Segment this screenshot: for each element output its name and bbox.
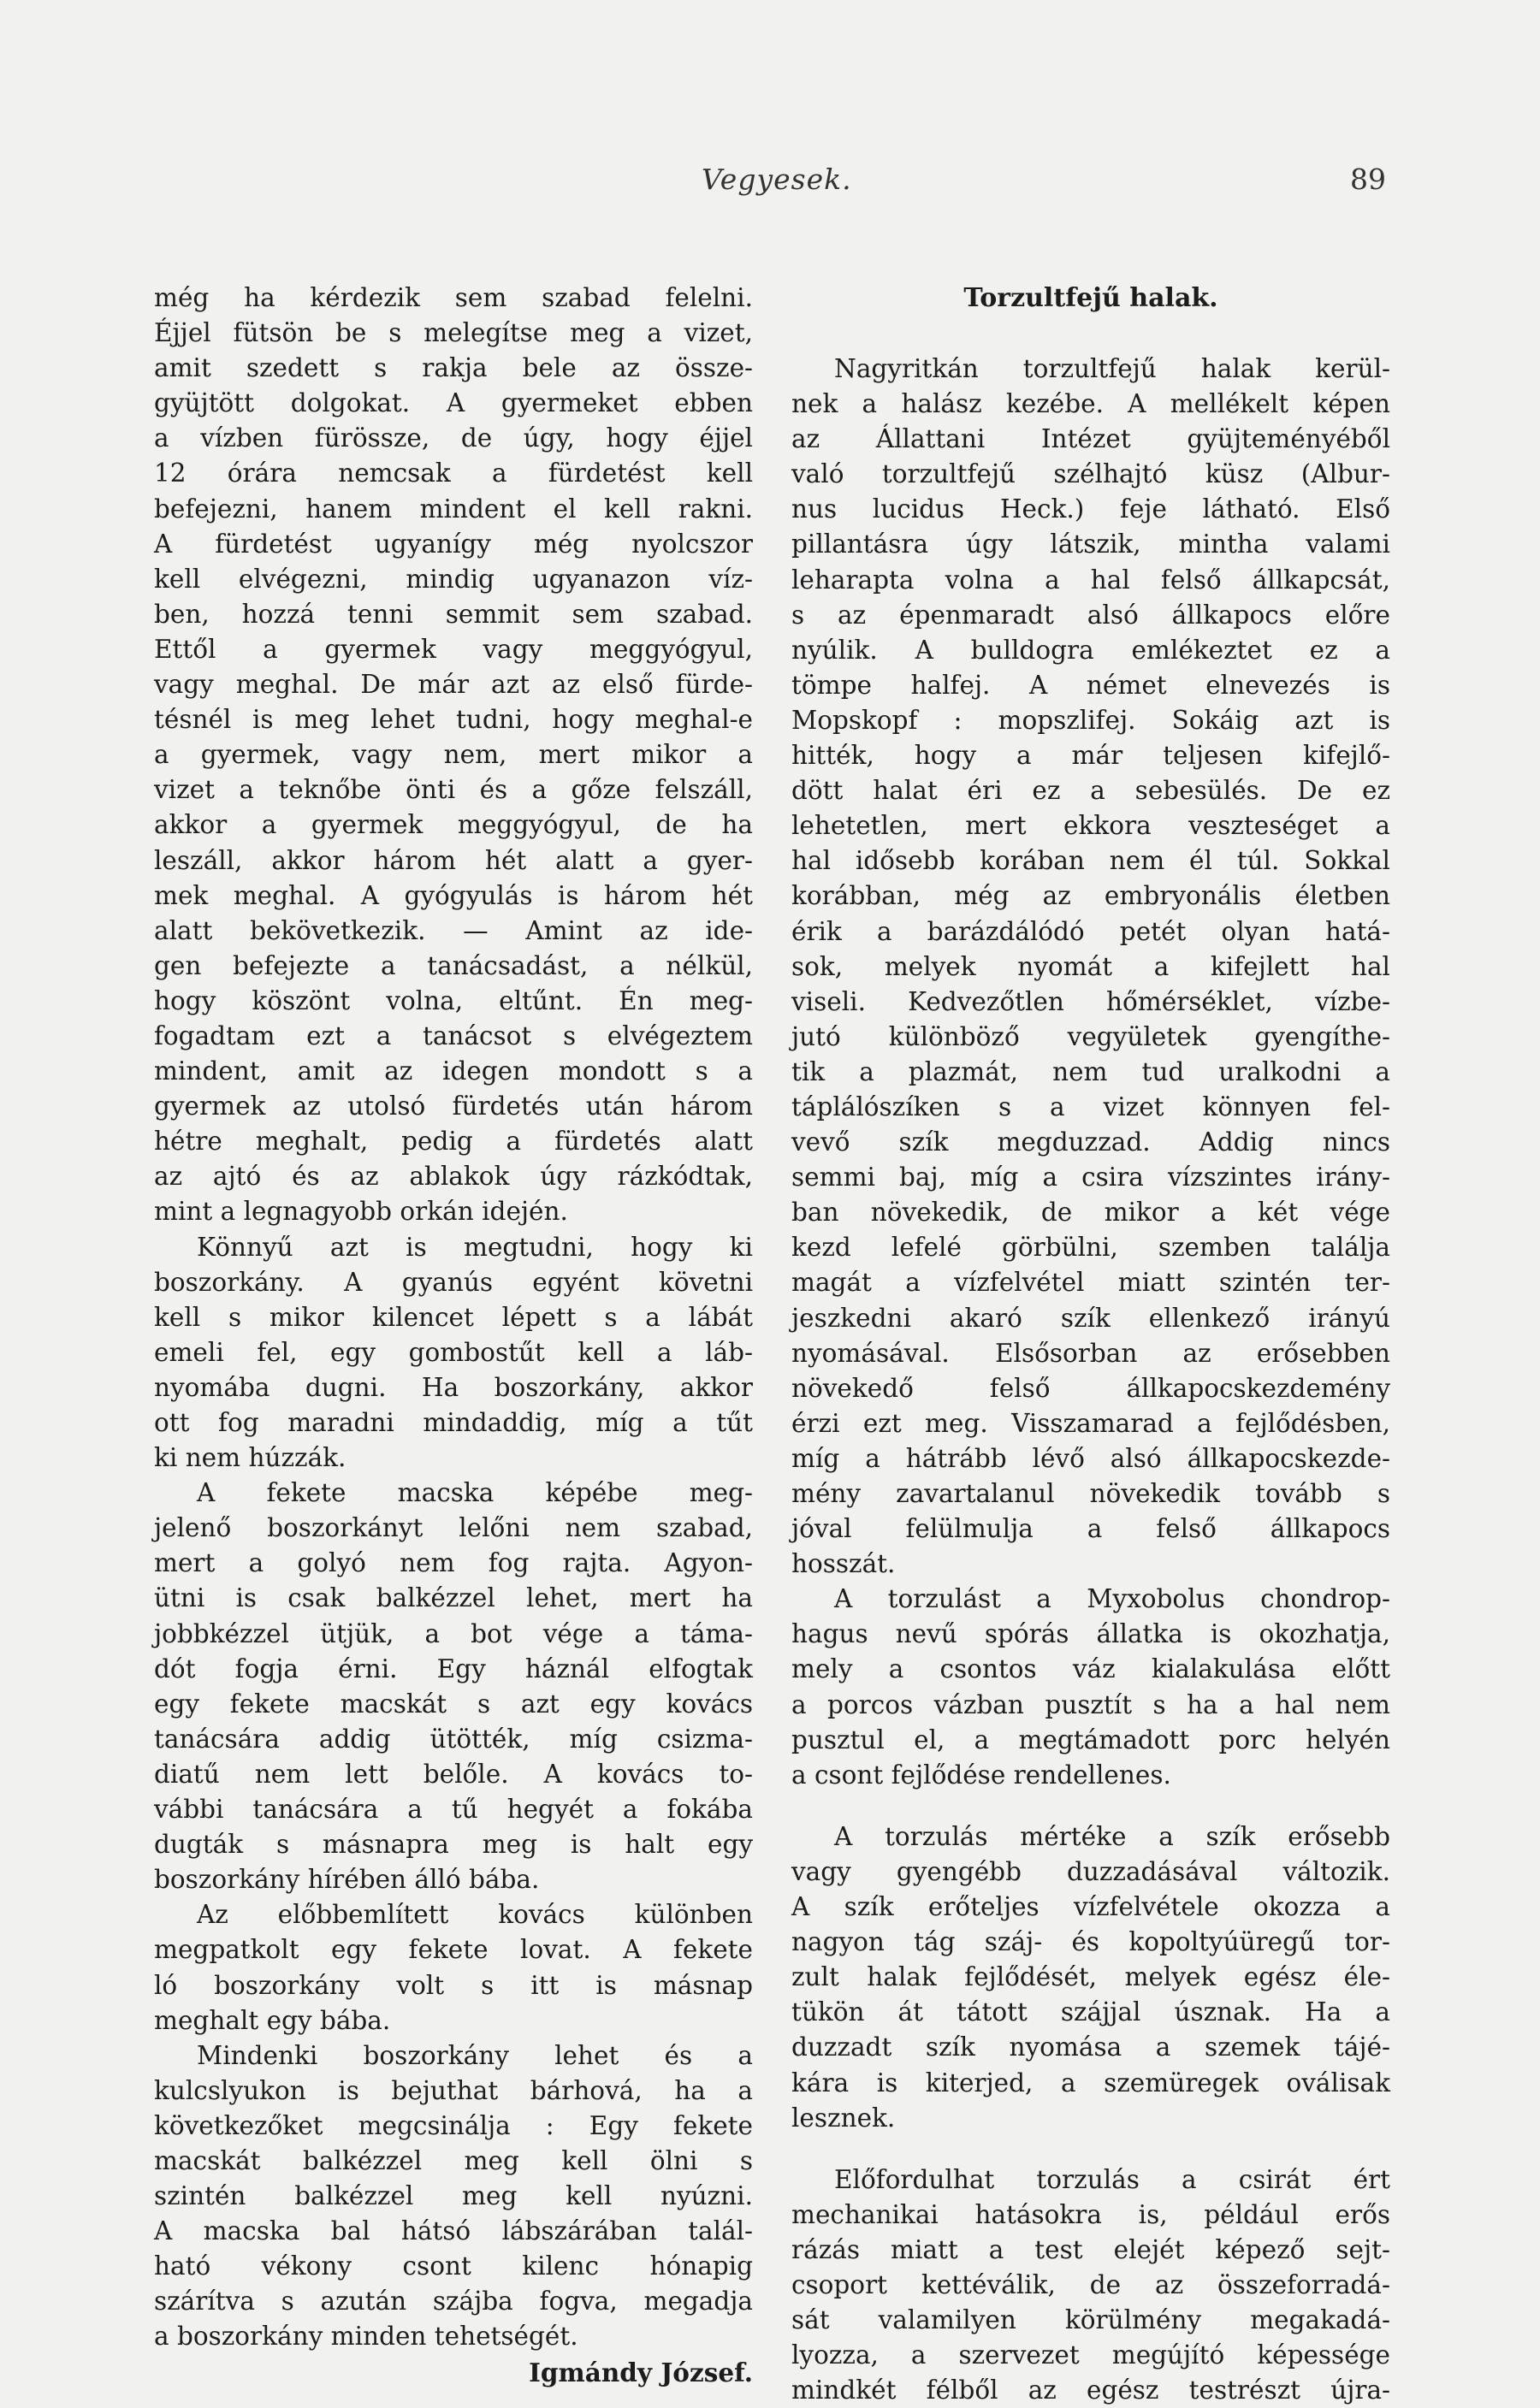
text-line: diatű nem lett belőle. A kovács to- <box>154 1759 753 1789</box>
text-line: amit szedett s rakja bele az össze- <box>154 353 753 383</box>
text-line: mint a legnagyobb orkán idején. <box>154 1197 568 1227</box>
text-line: gyermek az utolsó fürdetés után három <box>154 1092 753 1121</box>
text-line: duzzadt szík nyomása a szemek tájé- <box>791 2032 1390 2062</box>
text-line: vevő szík megduzzad. Addig nincs <box>791 1127 1390 1157</box>
text-line: dót fogja érni. Egy háznál elfogtak <box>154 1654 753 1683</box>
text-line: A fekete macska képébe meg- <box>197 1478 753 1508</box>
text-line: tükön át tátott szájjal úsznak. Ha a <box>791 1997 1390 2027</box>
text-line: vagy gyengébb duzzadásával változik. <box>791 1856 1390 1886</box>
text-line: ütni is csak balkézzel lehet, mert ha <box>154 1583 753 1613</box>
text-line: pusztul el, a megtámadott porc helyén <box>791 1725 1390 1754</box>
text-line: sok, melyek nyomát a kifejlett hal <box>791 951 1390 981</box>
text-line: a vízben fürössze, de úgy, hogy éjjel <box>154 423 753 453</box>
text-line: ható vékony csont kilenc hónapig <box>154 2251 753 2281</box>
text-line: nyomásával. Elsősorban az erősebben <box>791 1338 1390 1368</box>
text-line: kára is kiterjed, a szemüregek oválisak <box>791 2068 1390 2097</box>
text-line: táplálószíken s a vizet könnyen fel- <box>791 1092 1390 1121</box>
running-title: Vegyesek. <box>702 163 852 196</box>
text-line: érzi ezt meg. Visszamarad a fejlődésben, <box>791 1408 1390 1438</box>
text-line: lesznek. <box>791 2103 896 2133</box>
text-line: lehetetlen, mert ekkora veszteséget a <box>791 811 1390 841</box>
text-line: viseli. Kedvezőtlen hőmérséklet, vízbe- <box>791 986 1390 1016</box>
text-line: tésnél is meg lehet tudni, hogy meghal-e <box>154 705 753 735</box>
page-number: 89 <box>1350 163 1386 196</box>
text-line: Mindenki boszorkány lehet és a <box>197 2040 753 2070</box>
text-line: ben, hozzá tenni semmit sem szabad. <box>154 599 753 629</box>
text-line: jeszkedni akaró szík ellenkező irányú <box>791 1303 1390 1333</box>
article-title: Torzultfejű halak. <box>963 283 1218 313</box>
text-line: hagus nevű spórás állatka is okozhatja, <box>791 1619 1390 1649</box>
text-line: dött halat éri ez a sebesülés. De ez <box>791 776 1390 806</box>
text-line: boszorkány. A gyanús egyént követni <box>154 1267 753 1297</box>
text-line: fogadtam ezt a tanácsot s elvégeztem <box>154 1021 753 1050</box>
text-line: boszorkány hírében álló bába. <box>154 1865 540 1895</box>
text-line: való torzultfejű szélhajtó küsz (Albur- <box>791 459 1390 489</box>
text-line: Az előbbemlített kovács különben <box>197 1900 753 1930</box>
text-line: leharapta volna a hal felső állkapcsát, <box>791 565 1390 595</box>
author-signature: Igmándy József. <box>529 2357 753 2387</box>
text-line: mindent, amit az idegen mondott s a <box>154 1056 753 1086</box>
text-line: alatt bekövetkezik. — Amint az ide- <box>154 915 753 945</box>
text-line: Éjjel fütsön be s melegítse meg a vizet, <box>154 318 753 348</box>
paragraph-gap <box>791 1793 1390 1819</box>
text-line: érik a barázdálódó petét olyan hatá- <box>791 916 1390 946</box>
text-line: ban növekedik, de mikor a két vége <box>791 1198 1390 1228</box>
text-line: lyozza, a szervezet megújító képessége <box>791 2340 1390 2370</box>
text-line: akkor a gyermek meggyógyul, de ha <box>154 810 753 840</box>
text-line: kezd lefelé görbülni, szemben találja <box>791 1233 1390 1263</box>
text-line: vizet a teknőbe önti és a gőze felszáll, <box>154 775 753 805</box>
text-line: sát valamilyen körülmény megakadá- <box>791 2305 1390 2335</box>
text-line: dugták s másnapra meg is halt egy <box>154 1830 753 1860</box>
text-line: következőket megcsinálja : Egy fekete <box>154 2110 753 2140</box>
text-line: a boszorkány minden tehetségét. <box>154 2322 578 2352</box>
text-line: kell elvégezni, mindig ugyanazon víz- <box>154 564 753 594</box>
text-line: leszáll, akkor három hét alatt a gyer- <box>154 845 753 875</box>
text-line: tanácsára addig ütötték, míg csizma- <box>154 1724 753 1754</box>
text-line: a csont fejlődése rendellenes. <box>791 1760 1171 1790</box>
text-line: szárítva s azután szájba fogva, megadja <box>154 2287 753 2316</box>
text-line: a porcos vázban pusztít s ha a hal nem <box>791 1689 1390 1719</box>
text-line: jutó különböző vegyületek gyengíthe- <box>791 1021 1390 1051</box>
text-line: mechanikai hatásokra is, például erős <box>791 2199 1390 2229</box>
text-line: tömpe halfej. A német elnevezés is <box>791 670 1390 700</box>
left-column <box>154 281 753 2390</box>
text-line: s az épenmaradt alsó állkapocs előre <box>791 600 1390 630</box>
text-line: korábban, még az embryonális életben <box>791 881 1390 911</box>
text-line: befejezni, hanem mindent el kell rakni. <box>154 494 753 524</box>
text-line: zult halak fejlődését, melyek egész éle- <box>791 1962 1390 1992</box>
right-column <box>791 281 1390 2408</box>
text-line: vagy meghal. De már azt az első fürde- <box>154 670 753 700</box>
text-line: megpatkolt egy fekete lovat. A fekete <box>154 1935 753 1965</box>
text-line: növekedő felső állkapocskezdemény <box>791 1373 1390 1403</box>
text-line: nyúlik. A bulldogra emlékeztet ez a <box>791 635 1390 665</box>
text-line: nyomába dugni. Ha boszorkány, akkor <box>154 1372 753 1402</box>
text-line: jóval felülmulja a felső állkapocs <box>791 1514 1390 1544</box>
text-line: nagyon tág száj- és kopoltyúüregű tor- <box>791 1927 1390 1957</box>
text-line: hosszát. <box>791 1549 896 1579</box>
text-line: 12 órára nemcsak a fürdetést kell <box>154 459 753 488</box>
text-line: vábbi tanácsára a tű hegyét a fokába <box>154 1795 753 1825</box>
paragraph-gap <box>791 2136 1390 2162</box>
text-line: jelenő boszorkányt lelőni nem szabad, <box>154 1513 753 1543</box>
text-line: A torzulást a Myxobolus chondrop- <box>834 1584 1390 1614</box>
text-line: nus lucidus Heck.) feje látható. Első <box>791 494 1390 524</box>
text-line: mény zavartalanul növekedik tovább s <box>791 1479 1390 1508</box>
text-line: ott fog maradni mindaddig, míg a tűt <box>154 1408 753 1437</box>
text-line: gyüjtött dolgokat. A gyermeket ebben <box>154 388 753 418</box>
text-line: Könnyű azt is megtudni, hogy ki <box>197 1232 753 1262</box>
text-line: a gyermek, vagy nem, mert mikor a <box>154 740 753 770</box>
text-line: tik a plazmát, nem tud uralkodni a <box>791 1056 1390 1086</box>
text-line: A macska bal hátsó lábszárában talál- <box>154 2216 753 2246</box>
text-line: kell s mikor kilencet lépett s a lábát <box>154 1302 753 1332</box>
text-line: A fürdetést ugyanígy még nyolcszor <box>154 529 753 559</box>
text-line: semmi baj, míg a csira vízszintes irány- <box>791 1163 1390 1192</box>
text-line: hal idősebb korában nem él túl. Sokkal <box>791 846 1390 876</box>
text-line: Nagyritkán torzultfejű halak kerül- <box>834 354 1390 383</box>
text-line: macskát balkézzel meg kell ölni s <box>154 2145 753 2175</box>
text-line: Mopskopf : mopszlifej. Sokáig azt is <box>791 705 1390 735</box>
text-line: A torzulás mértéke a szík erősebb <box>834 1821 1390 1851</box>
text-line: emeli fel, egy gombostűt kell a láb- <box>154 1337 753 1367</box>
text-line: az Állattani Intézet gyüjteményéből <box>791 424 1390 454</box>
text-line: egy fekete macskát s azt egy kovács <box>154 1689 753 1719</box>
text-line: meghalt egy bába. <box>154 2005 391 2035</box>
text-line: Előfordulhat torzulás a csirát ért <box>834 2164 1390 2194</box>
text-line: kulcslyukon is bejuthat bárhová, ha a <box>154 2075 753 2105</box>
text-line: mek meghal. A gyógyulás is három hét <box>154 880 753 910</box>
text-line: magát a vízfelvétel miatt szintén ter- <box>791 1268 1390 1298</box>
text-line: A szík erőteljes vízfelvétele okozza a <box>791 1892 1390 1922</box>
text-line: pillantásra úgy látszik, mintha valami <box>791 530 1390 559</box>
text-line: az ajtó és az ablakok úgy rázkódtak, <box>154 1162 753 1192</box>
text-line: szintén balkézzel meg kell nyúzni. <box>154 2181 753 2211</box>
text-line: ló boszorkány volt s itt is másnap <box>154 1970 753 2000</box>
text-line: jobbkézzel ütjük, a bot vége a táma- <box>154 1618 753 1648</box>
text-line: gen befejezte a tanácsadást, a nélkül, <box>154 950 753 980</box>
text-line: még ha kérdezik sem szabad felelni. <box>154 283 753 312</box>
text-line: mely a csontos váz kialakulása előtt <box>791 1654 1390 1684</box>
text-line: nek a halász kezébe. A mellékelt képen <box>791 389 1390 419</box>
text-line: mert a golyó nem fog rajta. Agyon- <box>154 1548 753 1578</box>
text-line: ki nem húzzák. <box>154 1443 346 1473</box>
text-line: hogy köszönt volna, eltűnt. Én meg- <box>154 985 753 1015</box>
page-header <box>154 163 1386 205</box>
text-line: csoport kettéválik, de az összeforradá- <box>791 2269 1390 2299</box>
text-line: Ettől a gyermek vagy meggyógyul, <box>154 634 753 664</box>
text-line: hétre meghalt, pedig a fürdetés alatt <box>154 1127 753 1157</box>
text-line: hitték, hogy a már teljesen kifejlő- <box>791 741 1390 771</box>
text-line: rázás miatt a test elejét képező sejt- <box>791 2234 1390 2264</box>
text-line: mindkét félből az egész testrészt újra- <box>791 2375 1390 2405</box>
text-line: míg a hátrább lévő alsó állkapocskezde- <box>791 1443 1390 1473</box>
